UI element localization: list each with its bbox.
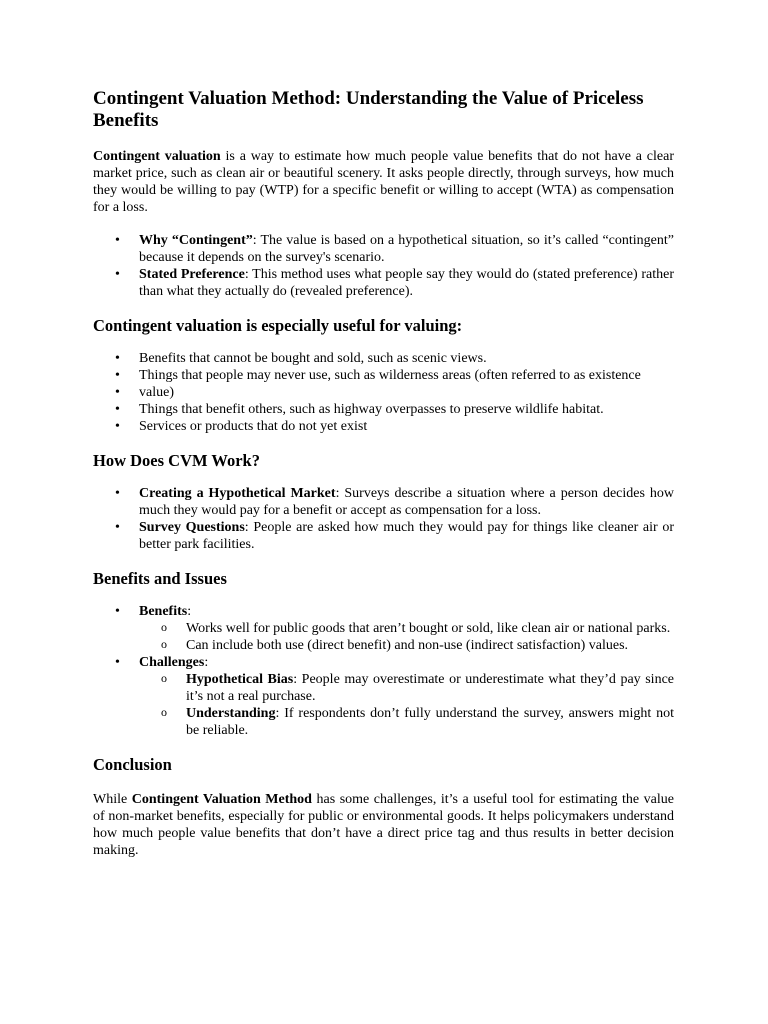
list-item bbox=[93, 232, 674, 266]
list-item-term: Survey Questions bbox=[139, 520, 245, 535]
list-item-text: : People are asked how much they would pay for things like cleaner air or better park facilities. bbox=[139, 520, 675, 552]
list-item-term: Why “Contingent” bbox=[139, 233, 253, 248]
list-item bbox=[93, 519, 674, 553]
sublist-item-text: : If respondents don’t fully understand the survey, answers might not be reliable. bbox=[186, 706, 674, 738]
page-title: Contingent Valuation Method: Understanding the Value of Priceless Benefits bbox=[93, 88, 644, 131]
conclusion-paragraph bbox=[93, 791, 674, 859]
challenges-label: Challenges bbox=[139, 655, 205, 670]
list-item-benefits bbox=[93, 603, 674, 654]
section-heading-useful: Contingent valuation is especially useful for valuing: bbox=[93, 316, 463, 335]
list-item-challenges bbox=[93, 654, 674, 739]
list-item-term: Creating a Hypothetical Market bbox=[139, 486, 336, 501]
list-item-text: : Surveys describe a situation where a person decides how much they would pay for a benefit or accept as compensation for a loss. bbox=[139, 486, 674, 518]
list-item: • Services or products that do not yet exist bbox=[93, 418, 674, 435]
list-item: • Things that people may never use, such as wilderness areas (often referred to as existence bbox=[93, 367, 674, 384]
sublist-item-text: : People may overestimate or underestimate what they’d pay since it’s not a real purchase. bbox=[186, 672, 674, 704]
list-item bbox=[93, 485, 674, 519]
benefits-label: Benefits bbox=[139, 604, 188, 619]
intro-paragraph bbox=[93, 148, 674, 216]
sublist-item-term: Understanding bbox=[186, 706, 276, 721]
list-item-text: : The value is based on a hypothetical situation, so it’s called “contingent” because it depends on the survey's scenario. bbox=[139, 233, 674, 265]
list-item: • value) bbox=[93, 384, 674, 401]
list-item-text: : This method uses what people say they would do (stated preference) rather than what they actually do (revealed preference). bbox=[139, 267, 674, 299]
intro-term: Contingent valuation bbox=[93, 149, 221, 164]
challenges-sublist bbox=[139, 671, 674, 739]
intro-points-list bbox=[93, 232, 674, 300]
section-heading-benefits-issues: Benefits and Issues bbox=[93, 569, 227, 588]
section-heading-how: How Does CVM Work? bbox=[93, 451, 260, 470]
how-list bbox=[93, 485, 674, 553]
intro-text: is a way to estimate how much people value benefits that do not have a clear market price, such as clean air or beautiful scenery. It asks people directly, through surveys, how much they would be willing to pay (WTP) for a specific benefit or willing to accept (WTA) as compensation for a loss. bbox=[93, 149, 674, 215]
conclusion-term: Contingent Valuation Method bbox=[131, 792, 312, 807]
document-page bbox=[93, 88, 674, 859]
sublist-item bbox=[139, 671, 674, 705]
list-item: • Benefits that cannot be bought and sold, such as scenic views. bbox=[93, 350, 674, 367]
section-heading-conclusion: Conclusion bbox=[93, 755, 172, 774]
sublist-item: o Works well for public goods that aren’t bought or sold, like clean air or national parks. bbox=[139, 620, 674, 637]
label-colon: : bbox=[187, 604, 192, 619]
sublist-item bbox=[139, 705, 674, 739]
conclusion-lead: While bbox=[93, 792, 132, 807]
benefits-sublist bbox=[139, 620, 674, 654]
sublist-item: o Can include both use (direct benefit) and non-use (indirect satisfaction) values. bbox=[139, 637, 674, 654]
list-item-term: Stated Preference bbox=[139, 267, 245, 282]
list-item bbox=[93, 266, 674, 300]
useful-list bbox=[93, 350, 674, 435]
list-item: • Things that benefit others, such as highway overpasses to preserve wildlife habitat. bbox=[93, 401, 674, 418]
label-colon: : bbox=[204, 655, 209, 670]
sublist-item-term: Hypothetical Bias bbox=[186, 672, 294, 687]
conclusion-text: has some challenges, it’s a useful tool for estimating the value of non-market benefits, especially for public or environmental goods. It helps policymakers understand how much people value benefits that don’t have a direct price tag and thus results in better decision making. bbox=[93, 792, 674, 858]
benefits-issues-list bbox=[93, 603, 674, 739]
